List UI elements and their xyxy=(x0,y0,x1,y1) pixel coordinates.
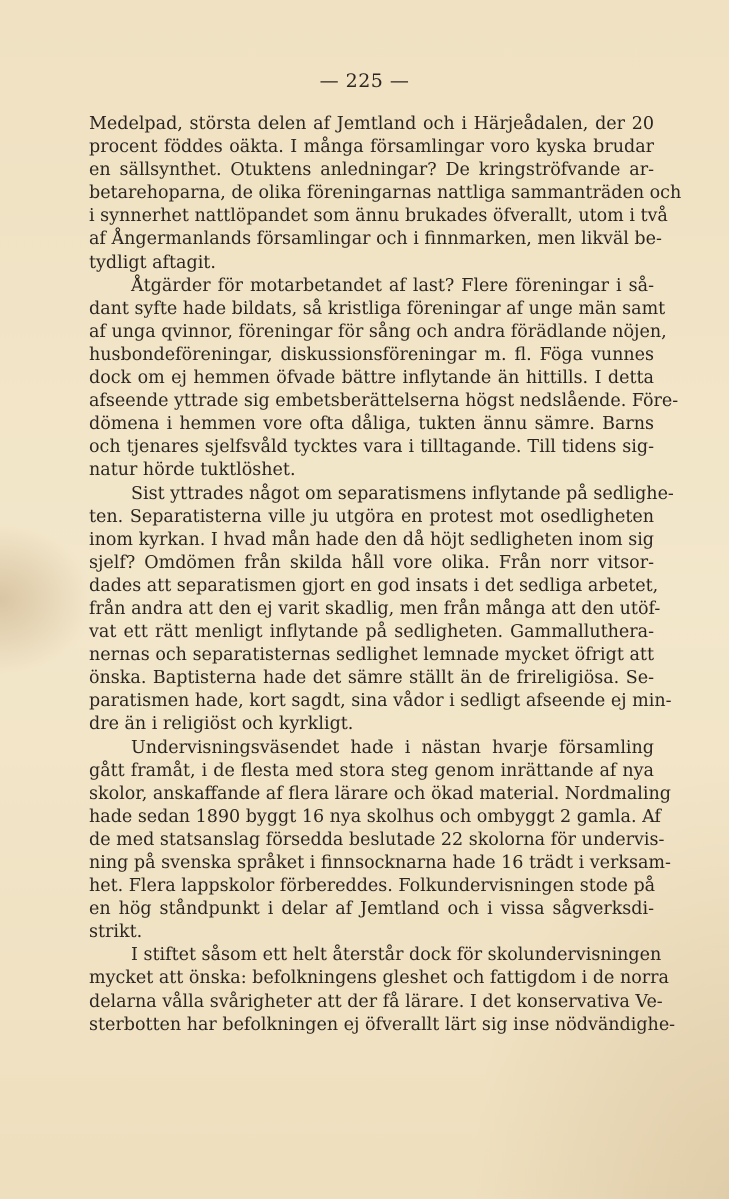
text-line: de med statsanslag försedda beslutade 22 skolorna för undervis- xyxy=(89,829,665,850)
text-line: nernas och separatisternas sedlighet lemnade mycket öfrigt att xyxy=(89,645,654,666)
text-line: i synnerhet nattlöpandet som ännu brukades öfverallt, utom i två xyxy=(89,206,668,227)
text-line: Åtgärder för motarbetandet af last? Flere föreningar i så- xyxy=(131,275,654,296)
text-line: afseende yttrade sig embetsberättelserna högst nedslående. Före- xyxy=(89,391,679,412)
text-line: tydligt aftagit. xyxy=(89,252,216,273)
text-line: hade sedan 1890 byggt 16 nya skolhus och ombyggt 2 gamla. Af xyxy=(89,806,661,827)
text-line: I stiftet såsom ett helt återstår dock för skolundervisningen xyxy=(131,945,662,966)
text-line: önska. Baptisterna hade det sämre ställt än de frireligiösa. Se- xyxy=(89,668,654,689)
text-line: Sist yttrades något om separatismens inflytande på sedlighe- xyxy=(131,483,674,504)
text-line: mycket att önska: befolkningens gleshet och fattigdom i de norra xyxy=(89,968,669,989)
text-line: dant syfte hade bildats, så kristliga föreningar af unge män samt xyxy=(89,298,666,319)
text-line: Medelpad, största delen af Jemtland och i Härjeådalen, der 20 xyxy=(89,114,654,134)
text-line: paratismen hade, kort sagdt, sina vådor i sedligt afseende ej min- xyxy=(89,691,672,712)
text-line: skolor, anskaffande af flera lärare och ökad material. Nordmaling xyxy=(89,783,671,804)
page-number: — 225 — xyxy=(319,70,410,92)
text-line: dömena i hemmen vore ofta dåliga, tukten ännu sämre. Barns xyxy=(89,414,654,435)
text-line: vat ett rätt menligt inflytande på sedligheten. Gammalluthera- xyxy=(89,622,654,643)
text-line: från andra att den ej varit skadlig, men från många att den utöf- xyxy=(89,598,661,619)
text-line: natur hörde tuktlöshet. xyxy=(89,460,296,481)
text-line: husbondeföreningar, diskussionsföreningar m. fl. Föga vunnes xyxy=(89,344,654,365)
text-line: sterbotten har befolkningen ej öfverallt lärt sig inse nödvändighe- xyxy=(89,1014,676,1035)
text-line: gått framåt, i de flesta med stora steg genom inrättande af nya xyxy=(89,760,654,781)
text-line: af Ångermanlands församlingar och i finnmarken, men likväl be- xyxy=(89,229,662,250)
text-line: inom kyrkan. I hvad mån hade den då höjt sedligheten inom sig xyxy=(89,529,654,550)
text-line: och tjenares sjelfsvåld tycktes vara i tilltagande. Till tidens sig- xyxy=(89,437,654,458)
text-line: Undervisningsväsendet hade i nästan hvarje församling xyxy=(131,737,654,758)
body-text xyxy=(89,113,682,1037)
text-line: dre än i religiöst och kyrkligt. xyxy=(89,714,354,735)
text-line: het. Flera lappskolor förbereddes. Folkundervisningen stode på xyxy=(89,876,656,897)
text-line: en hög ståndpunkt i delar af Jemtland och i vissa sågverksdi- xyxy=(89,899,654,920)
text-line: strikt. xyxy=(89,922,143,943)
text-line: dock om ej hemmen öfvade bättre inflytande än hittills. I detta xyxy=(89,368,654,389)
text-line: delarna vålla svårigheter att der få lärare. I det konservativa Ve- xyxy=(89,991,663,1012)
text-line: sjelf? Omdömen från skilda håll vore olika. Från norr vitsor- xyxy=(89,552,654,573)
text-line: dades att separatismen gjort en god insats i det sedliga arbetet, xyxy=(89,575,659,596)
text-line: af unga qvinnor, föreningar för sång och andra förädlande nöjen, xyxy=(89,321,667,342)
text-line: ning på svenska språket i finnsocknarna hade 16 trädt i verksam- xyxy=(89,853,671,873)
text-line: betarehoparna, de olika föreningarnas nattliga sammanträden och xyxy=(89,183,682,204)
text-line: procent föddes oäkta. I många församlingar voro kyska brudar xyxy=(89,137,654,158)
text-line: en sällsynthet. Otuktens anledningar? De kringströfvande ar- xyxy=(89,160,654,181)
text-line: ten. Separatisterna ville ju utgöra en protest mot osedligheten xyxy=(89,506,654,527)
